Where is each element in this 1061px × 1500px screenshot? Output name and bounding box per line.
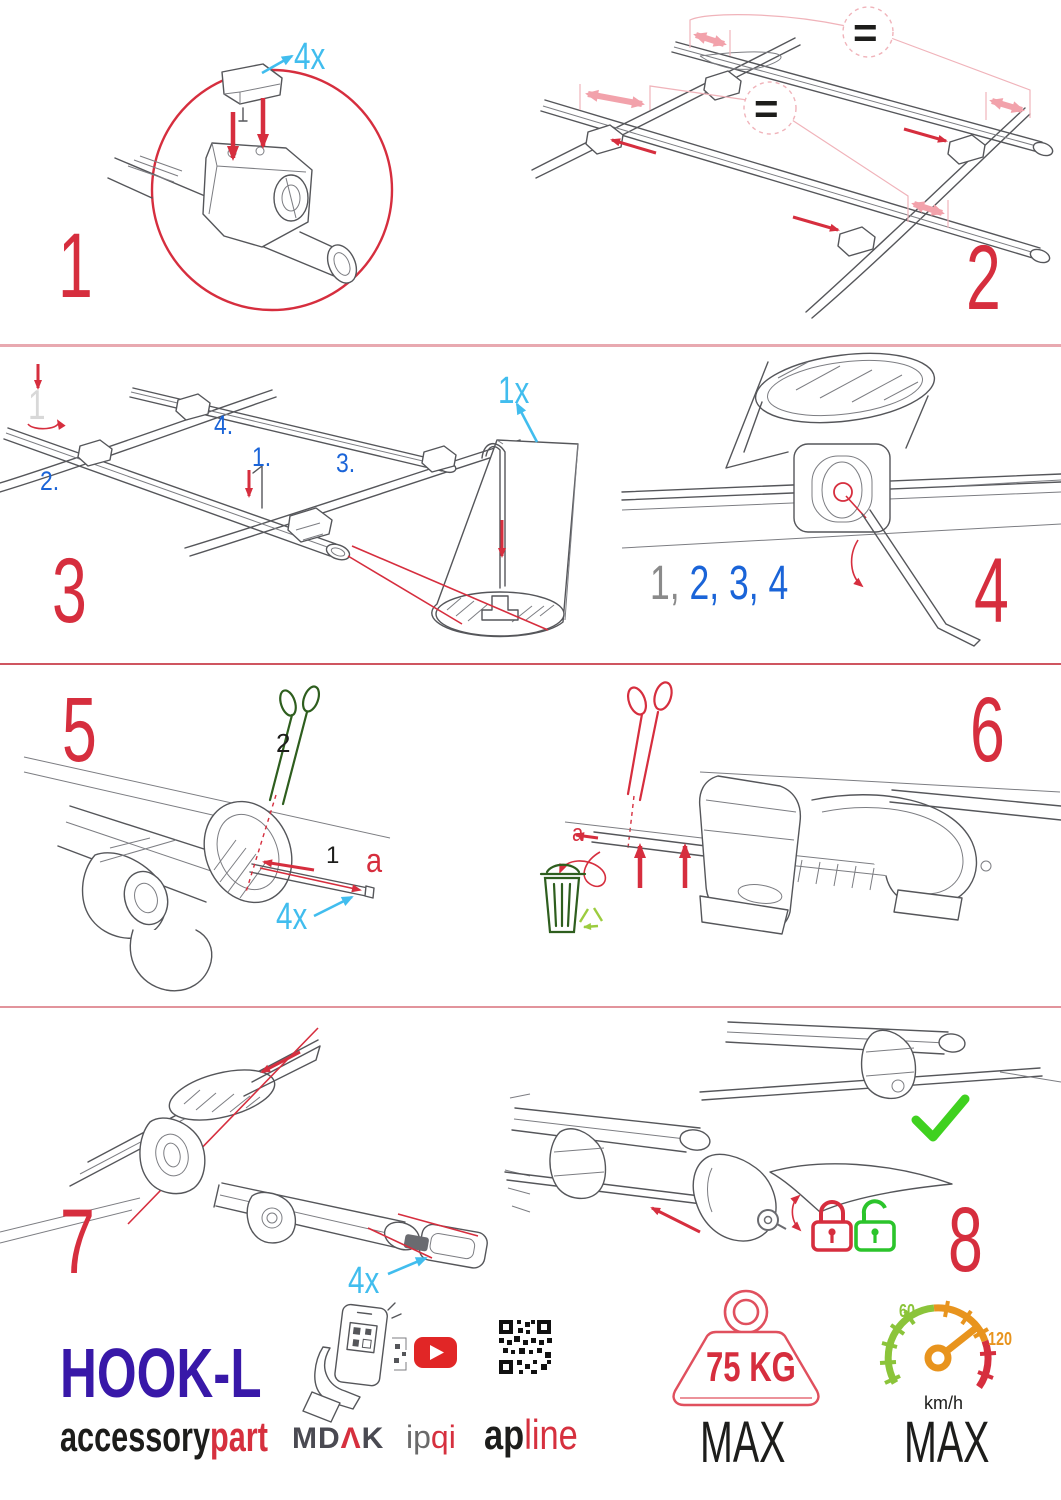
step-6-dim-label: a xyxy=(572,820,584,847)
step-5-quantity-label: 4x xyxy=(276,896,308,938)
recycle-icon xyxy=(580,908,602,927)
equal-sign-top: = xyxy=(853,9,878,56)
step-7-quantity-label: 4x xyxy=(348,1260,380,1302)
step-2-number: 2 xyxy=(966,227,1000,329)
key-icon xyxy=(758,1210,786,1230)
step-4-number: 4 xyxy=(974,540,1008,642)
brand-red: part xyxy=(210,1413,268,1460)
trash-bin-icon xyxy=(541,865,585,932)
step-3-quantity-label: 1x xyxy=(498,370,530,412)
step-8-number: 8 xyxy=(948,1189,982,1291)
weight-limit-max: MAX xyxy=(700,1410,786,1475)
step-5-insert-label: 1 xyxy=(326,842,340,869)
step3-assembly-drawing xyxy=(0,364,578,642)
step-1-number: 1 xyxy=(58,215,92,317)
step-5-cut-label: 2 xyxy=(276,728,291,758)
phone-qr-scan-icon xyxy=(303,1303,406,1422)
ipqi-logo: ipqi xyxy=(406,1419,456,1455)
step-3-ghost-part-label: 1 xyxy=(28,381,46,428)
step1-clamp-insert-drawing xyxy=(108,56,392,310)
step-5-dim-label: a xyxy=(366,842,383,880)
apline-logo: apline xyxy=(484,1411,578,1458)
step-7-number: 7 xyxy=(60,1191,94,1293)
section-divider xyxy=(0,1006,1061,1008)
sequence-done: 1, xyxy=(650,557,680,610)
step-6-number: 6 xyxy=(970,679,1004,781)
step-3-part-3-label: 3. xyxy=(336,448,356,478)
sequence-active: 2, 3, 4 xyxy=(689,557,789,610)
weight-limit-value: 75 KG xyxy=(706,1343,796,1390)
equal-sign-mid: = xyxy=(754,85,779,132)
speed-limit-max: MAX xyxy=(904,1410,990,1475)
speed-unit: km/h xyxy=(924,1393,964,1413)
section-divider xyxy=(0,663,1061,665)
speedometer-icon xyxy=(880,1301,996,1387)
mdak-logo: MDΛK xyxy=(292,1422,385,1455)
step-1-quantity-label: 4x xyxy=(294,36,326,78)
step-3-number: 3 xyxy=(52,540,86,642)
brand-logo xyxy=(60,1413,268,1460)
step-3-part-2-label: 2. xyxy=(40,466,60,496)
scissors-icon xyxy=(625,680,675,800)
brand-black: accessory xyxy=(60,1413,211,1460)
check-icon xyxy=(916,1099,965,1137)
step-5-number: 5 xyxy=(62,679,96,781)
step-4-sequence xyxy=(650,557,789,610)
product-name: HOOK-L xyxy=(60,1334,262,1412)
speed-high-tick: 120 xyxy=(988,1329,1013,1349)
section-divider xyxy=(0,344,1061,347)
speed-low-tick: 60 xyxy=(899,1301,916,1321)
qr-code-icon xyxy=(497,1318,553,1376)
youtube-icon xyxy=(414,1337,457,1368)
step-3-part-4-label: 4. xyxy=(214,410,234,440)
lock-open-icon xyxy=(856,1201,894,1250)
step-3-part-1-label: 1. xyxy=(252,442,272,472)
